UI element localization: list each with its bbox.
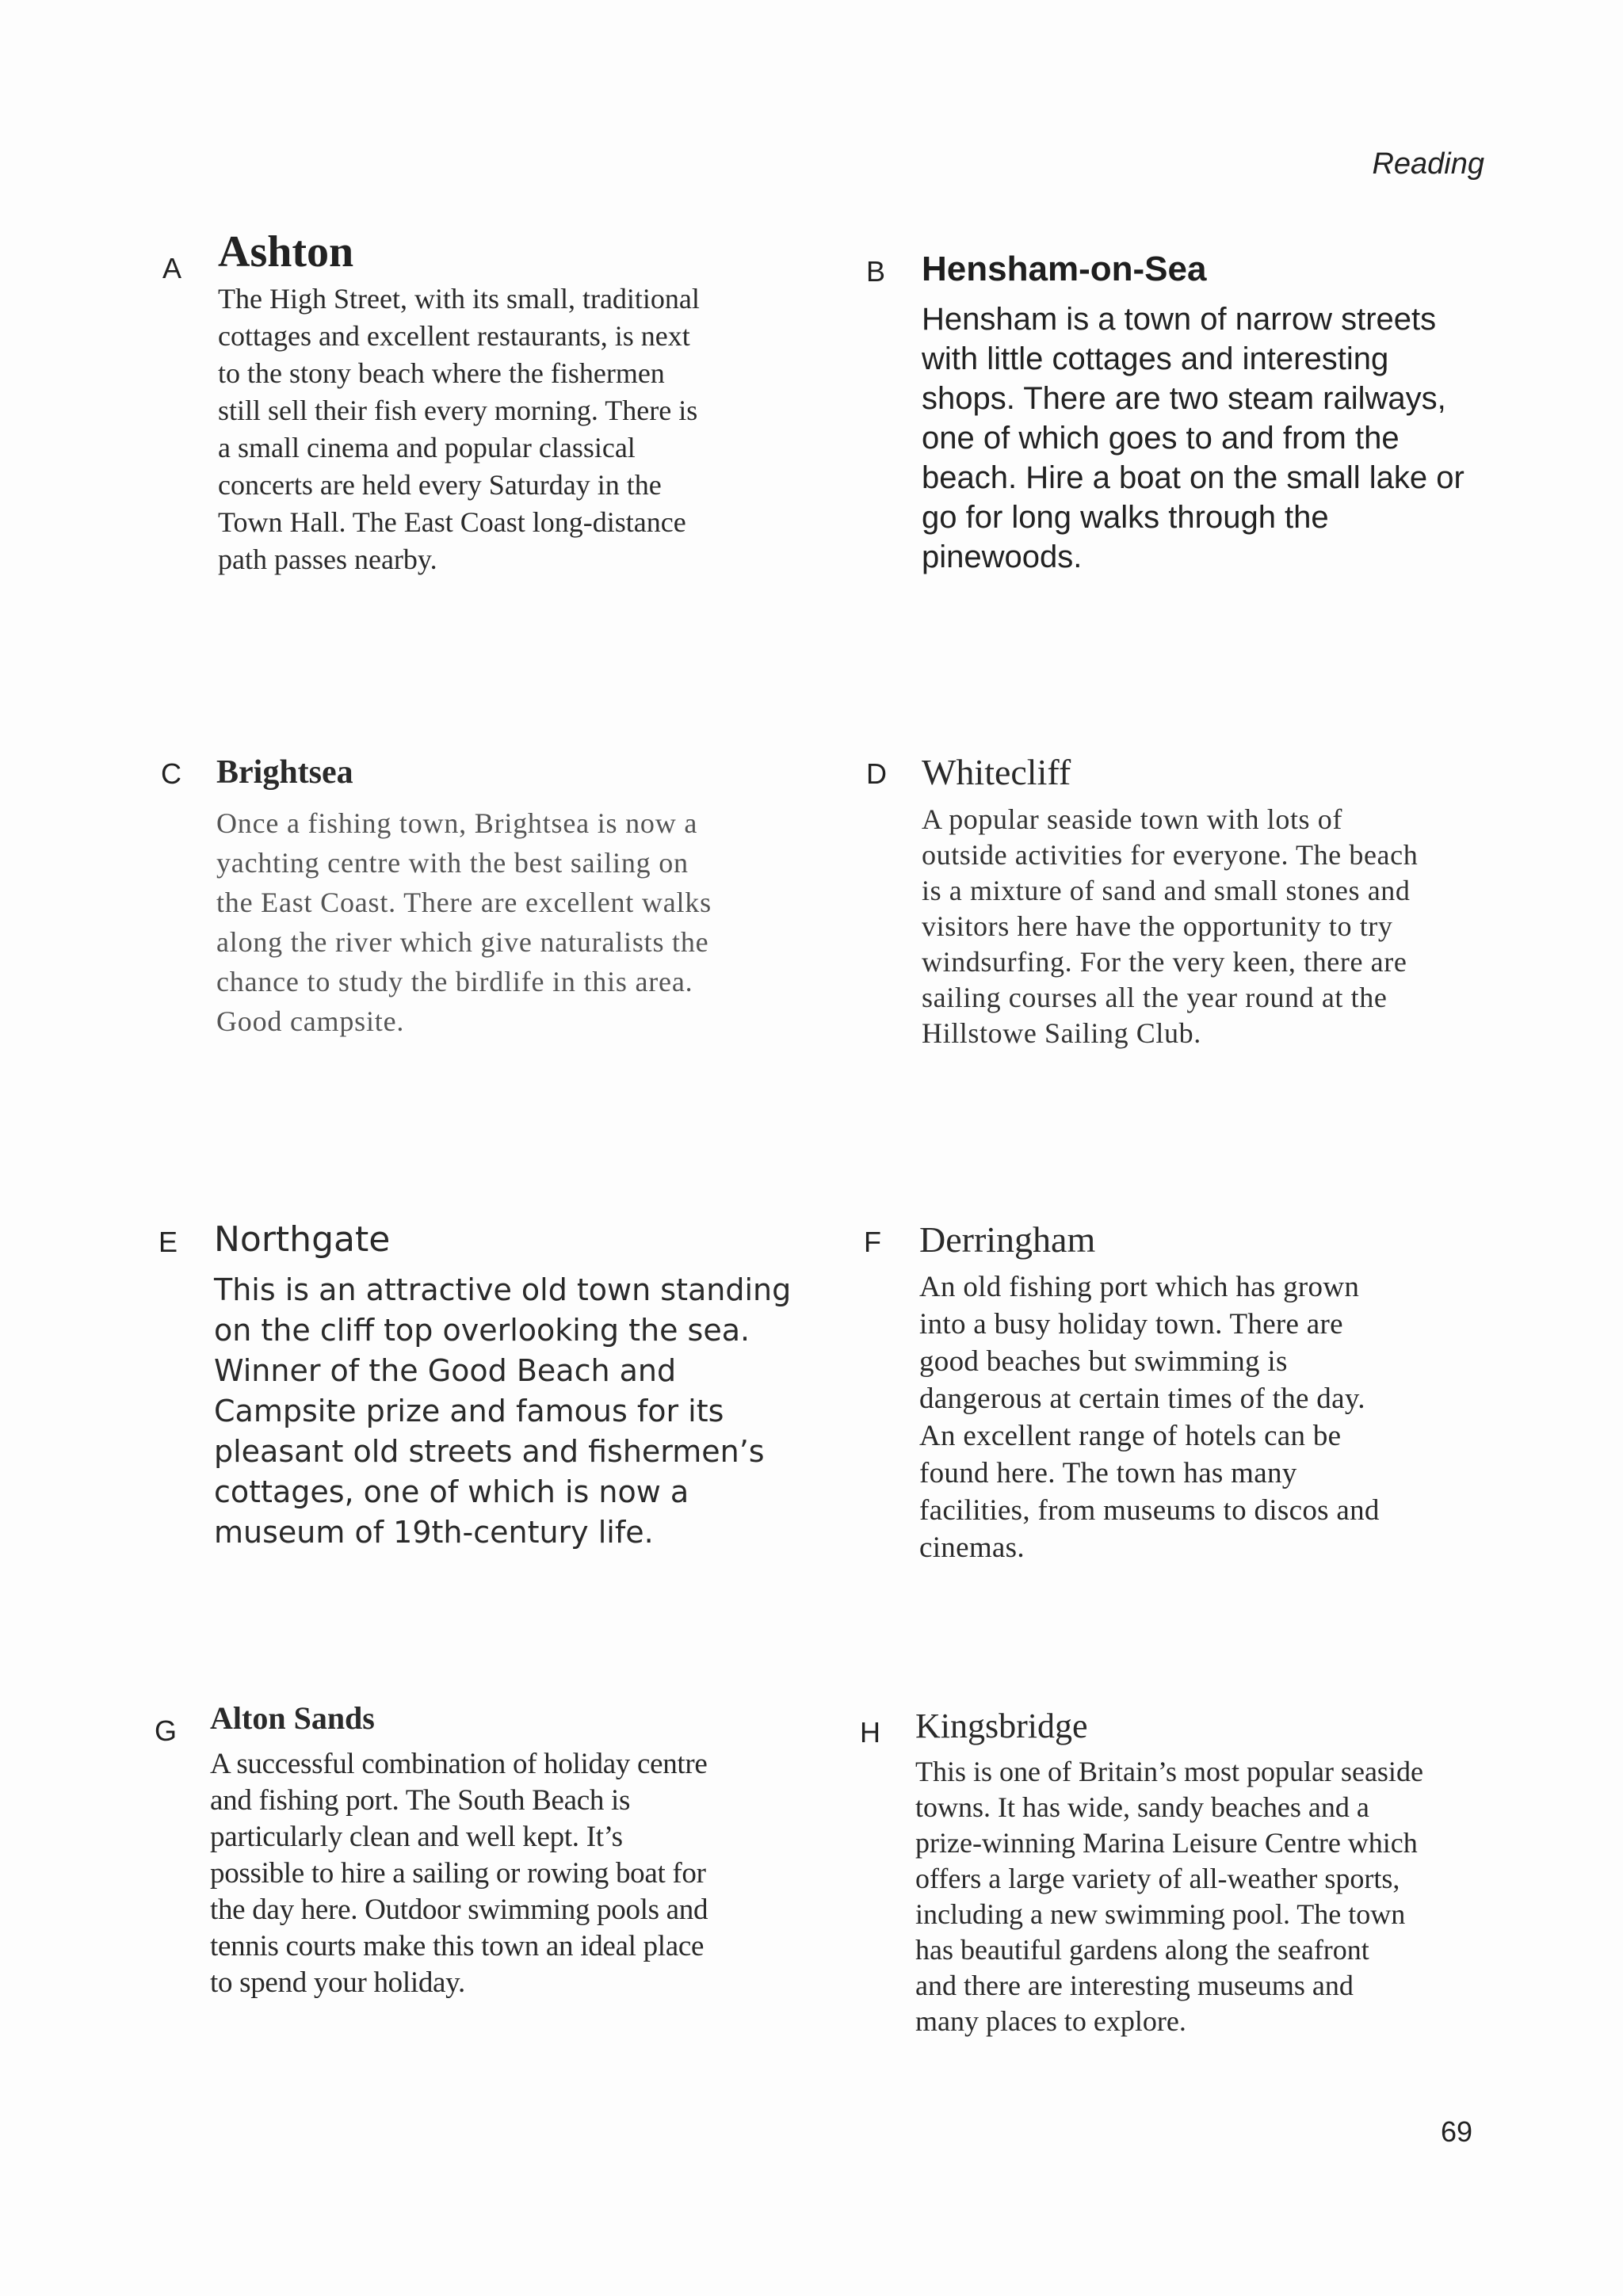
body-line: has beautiful gardens along the seafront [915, 1934, 1369, 1966]
body-line: path passes nearby. [218, 543, 437, 575]
body-line: concerts are held every Saturday in the [218, 469, 662, 501]
body-line: chance to study the birdlife in this area. [216, 966, 693, 997]
body-line: is a mixture of sand and small stones and [922, 875, 1411, 906]
entry-body [218, 280, 789, 578]
body-line: a small cinema and popular classical [218, 432, 636, 463]
entry-title: Northgate [214, 1219, 391, 1260]
entry-body [922, 299, 1508, 577]
body-line: cinemas. [919, 1531, 1025, 1564]
body-line: An old fishing port which has grown [919, 1271, 1360, 1303]
body-line: visitors here have the opportunity to try [922, 910, 1393, 942]
body-line: beach. Hire a boat on the small lake or [922, 460, 1465, 495]
body-line: on the cliff top overlooking the sea. [214, 1313, 750, 1348]
body-line: Hensham is a town of narrow streets [922, 302, 1437, 337]
body-line: dangerous at certain times of the day. [919, 1383, 1365, 1415]
body-line: The High Street, with its small, traditional [218, 283, 700, 315]
body-line: Once a fishing town, Brightsea is now a [216, 807, 698, 839]
running-head: Reading [1372, 147, 1484, 181]
entry-body [919, 1268, 1498, 1566]
entry-body [915, 1754, 1510, 2039]
body-line: to the stony beach where the fishermen [218, 357, 665, 389]
body-line: pleasant old streets and fishermen’s [214, 1434, 765, 1469]
entry-title: Whitecliff [922, 752, 1071, 792]
entry-title: Derringham [919, 1219, 1096, 1260]
entry-hensham-on-sea [866, 246, 1524, 577]
entry-letter: C [161, 757, 181, 790]
body-line: into a busy holiday town. There are [919, 1308, 1343, 1341]
entry-body [214, 1270, 800, 1553]
body-line: the day here. Outdoor swimming pools and [210, 1894, 708, 1926]
entry-body [210, 1746, 796, 2001]
entry-title: Brightsea [216, 754, 353, 791]
entry-northgate [158, 1216, 800, 1553]
page-number: 69 [1440, 2115, 1472, 2148]
body-line: This is one of Britain’s most popular seaside [915, 1756, 1423, 1787]
entry-title: Kingsbridge [915, 1707, 1088, 1745]
body-line: A successful combination of holiday centre [210, 1748, 708, 1780]
body-line: prize-winning Marina Leisure Centre which [915, 1827, 1418, 1859]
body-line: tennis courts make this town an ideal place [210, 1930, 705, 1962]
body-line: cottages, one of which is now a [214, 1474, 689, 1509]
body-line: This is an attractive old town standing [214, 1272, 792, 1307]
body-line: many places to explore. [915, 2005, 1186, 2037]
body-line: Town Hall. The East Coast long-distance [218, 506, 686, 538]
body-line: go for long walks through the [922, 500, 1329, 535]
entry-letter: A [162, 252, 182, 284]
body-line: including a new swimming pool. The town [915, 1898, 1406, 1930]
entry-brightsea [161, 749, 803, 1041]
body-line: cottages and excellent restaurants, is next [218, 320, 690, 352]
body-line: and there are interesting museums and [915, 1970, 1354, 2001]
body-line: yachting centre with the best sailing on [216, 847, 689, 879]
body-line: still sell their fish every morning. There is [218, 395, 698, 426]
body-line: A popular seaside town with lots of [922, 803, 1342, 835]
entry-letter: E [158, 1226, 178, 1258]
entry-body [922, 802, 1516, 1051]
entry-letter: D [866, 757, 887, 790]
entry-whitecliff [866, 749, 1508, 1051]
body-line: facilities, from museums to discos and [919, 1494, 1380, 1527]
body-line: outside activities for everyone. The beach [922, 839, 1419, 871]
entry-kingsbridge [860, 1703, 1502, 2039]
body-line: possible to hire a sailing or rowing boat for [210, 1857, 706, 1890]
entry-title: Ashton [218, 227, 354, 277]
entry-ashton [162, 223, 804, 578]
entry-alton-sands [155, 1695, 796, 2001]
entry-letter: H [860, 1716, 880, 1749]
body-line: and fishing port. The South Beach is [210, 1784, 631, 1817]
body-line: shops. There are two steam railways, [922, 381, 1446, 416]
entry-title: Hensham-on-Sea [922, 250, 1207, 288]
body-line: towns. It has wide, sandy beaches and a [915, 1791, 1369, 1823]
entry-body [216, 803, 787, 1041]
body-line: with little cottages and interesting [922, 341, 1389, 376]
body-line: good beaches but swimming is [919, 1345, 1288, 1378]
entry-title: Alton Sands [210, 1700, 375, 1736]
entry-letter: G [155, 1714, 178, 1747]
entry-derringham [864, 1216, 1506, 1566]
entry-letter: B [866, 255, 886, 288]
body-line: Good campsite. [216, 1005, 405, 1037]
body-line: to spend your holiday. [210, 1966, 465, 1999]
body-line: Winner of the Good Beach and [214, 1353, 677, 1388]
body-line: the East Coast. There are excellent walks [216, 887, 712, 918]
body-line: Hillstowe Sailing Club. [922, 1017, 1201, 1049]
body-line: one of which goes to and from the [922, 421, 1400, 456]
body-line: particularly clean and well kept. It’s [210, 1821, 623, 1853]
body-line: found here. The town has many [919, 1457, 1297, 1489]
body-line: museum of 19th-century life. [214, 1515, 654, 1550]
body-line: offers a large variety of all-weather sports, [915, 1863, 1400, 1894]
body-line: along the river which give naturalists the [216, 926, 709, 958]
body-line: sailing courses all the year round at the [922, 982, 1388, 1013]
body-line: An excellent range of hotels can be [919, 1420, 1342, 1452]
body-line: windsurfing. For the very keen, there are [922, 946, 1407, 978]
body-line: pinewoods. [922, 540, 1083, 574]
body-line: Campsite prize and famous for its [214, 1394, 724, 1428]
entry-letter: F [864, 1226, 881, 1258]
